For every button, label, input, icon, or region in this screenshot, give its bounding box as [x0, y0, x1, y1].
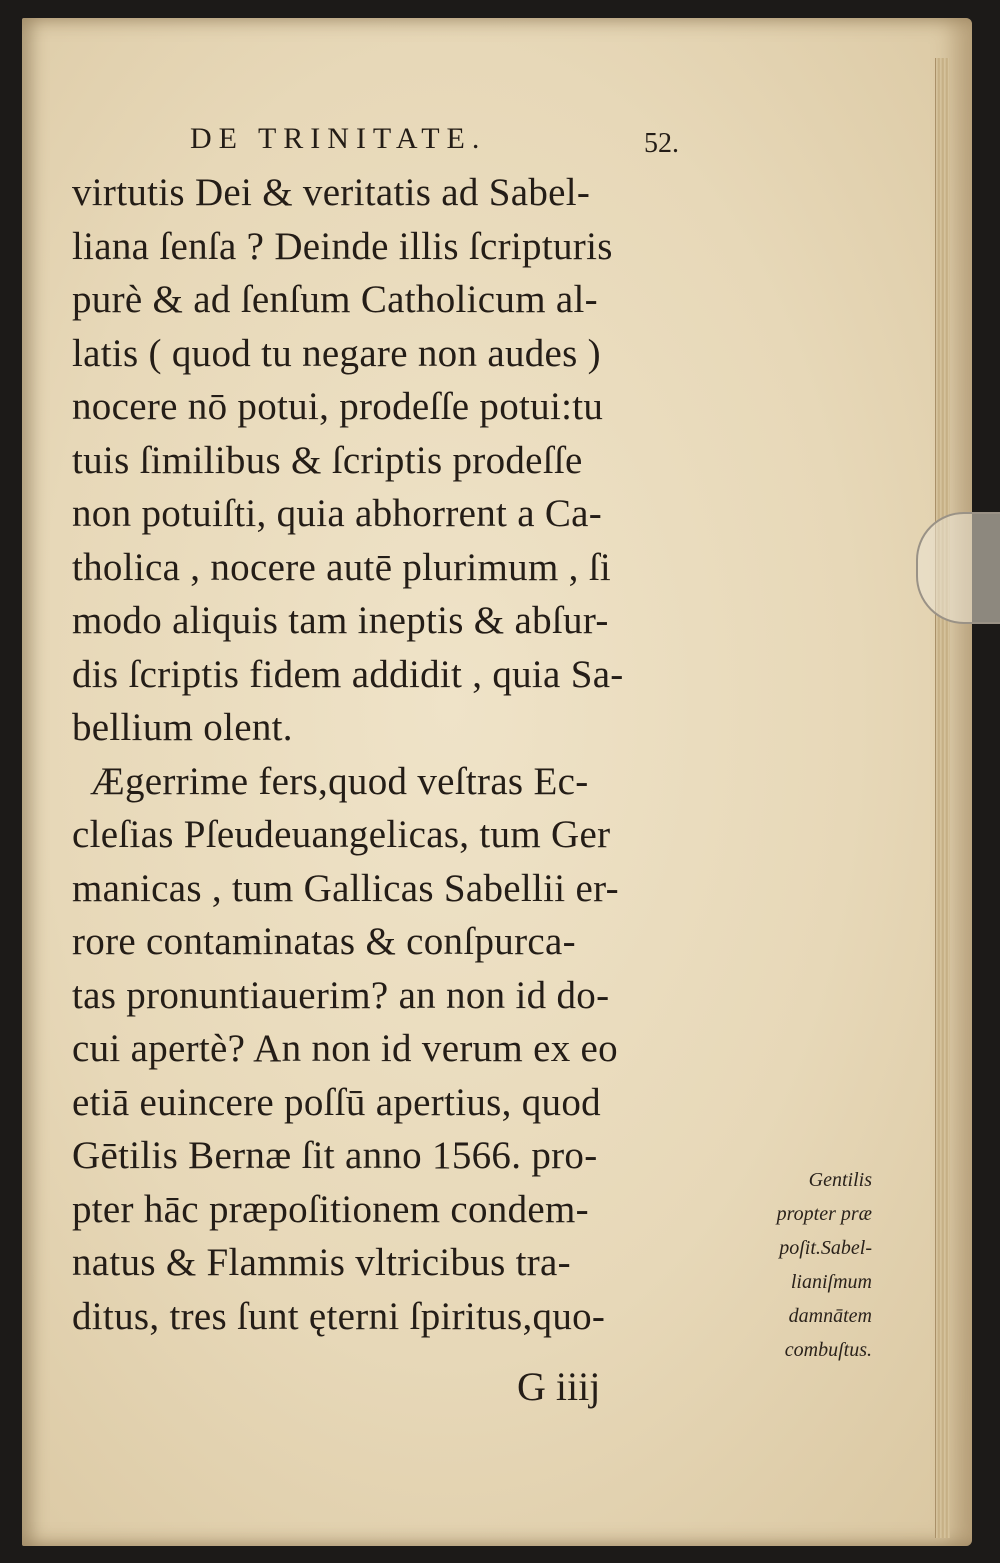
marginal-note-line: lianiſmum: [790, 1271, 872, 1293]
text-line: latis ( quod tu negare non audes ): [72, 331, 601, 375]
text-line: etiā euincere poſſū apertius, quod: [72, 1080, 601, 1124]
text-line: rore contaminatas & conſpurca-: [72, 920, 576, 963]
marginal-note-line: poſit.Sabel-: [779, 1237, 872, 1259]
page-fore-edge: [935, 58, 950, 1538]
text-line: cleſias Pſeudeuangelicas, tum Ger: [72, 813, 611, 856]
text-line: modo aliquis tam ineptis & abſur-: [72, 599, 609, 642]
signature-mark: G iiij: [517, 1364, 601, 1409]
text-line: Gētilis Bernæ ſit anno 1566. pro-: [72, 1134, 598, 1177]
running-head-title: DE TRINITATE.: [190, 122, 487, 155]
text-line: liana ſenſa ? Deinde illis ſcripturis: [72, 224, 613, 268]
marginal-note: [722, 1163, 872, 1367]
text-line: tuis ſimilibus & ſcriptis prodeſſe: [72, 438, 583, 482]
text-line: non potuiſti, quia abhorrent a Ca-: [72, 492, 603, 535]
marginal-note-line: propter præ: [776, 1203, 872, 1225]
text-line: bellium olent.: [72, 706, 293, 749]
page-clip-tab: [916, 512, 1000, 624]
marginal-note-line: Gentilis: [808, 1169, 872, 1191]
main-text-block: [72, 116, 722, 1343]
text-line: purè & ad ſenſum Catholicum al-: [72, 278, 598, 321]
paragraph-first-line: Ægerrime fers,quod veſtras Ec-: [90, 759, 589, 803]
text-line: virtutis Dei & veritatis ad Sabel-: [72, 171, 591, 214]
text-line: pter hāc præpoſitionem condem-: [72, 1187, 589, 1231]
text-line: tholica , nocere autē plurimum , ſi: [72, 545, 611, 589]
text-line: cui apertè? An non id verum ex eo: [72, 1027, 618, 1070]
marginal-note-line: combuſtus.: [784, 1339, 872, 1361]
marginal-note-line: damnātem: [788, 1305, 872, 1327]
running-head: [72, 116, 722, 166]
text-line: nocere nō potui, prodeſſe potui:tu: [72, 385, 604, 428]
page-number: 52.: [644, 128, 679, 159]
text-line: ditus, tres ſunt ęterni ſpiritus,quo-: [72, 1294, 606, 1338]
text-line: manicas , tum Gallicas Sabellii er-: [72, 866, 619, 910]
book-page: [22, 18, 972, 1546]
text-line: dis ſcriptis fidem addidit , quia Sa-: [72, 652, 624, 696]
text-line: tas pronuntiauerim? an non id do-: [72, 973, 610, 1017]
text-line: natus & Flammis vltricibus tra-: [72, 1241, 571, 1284]
